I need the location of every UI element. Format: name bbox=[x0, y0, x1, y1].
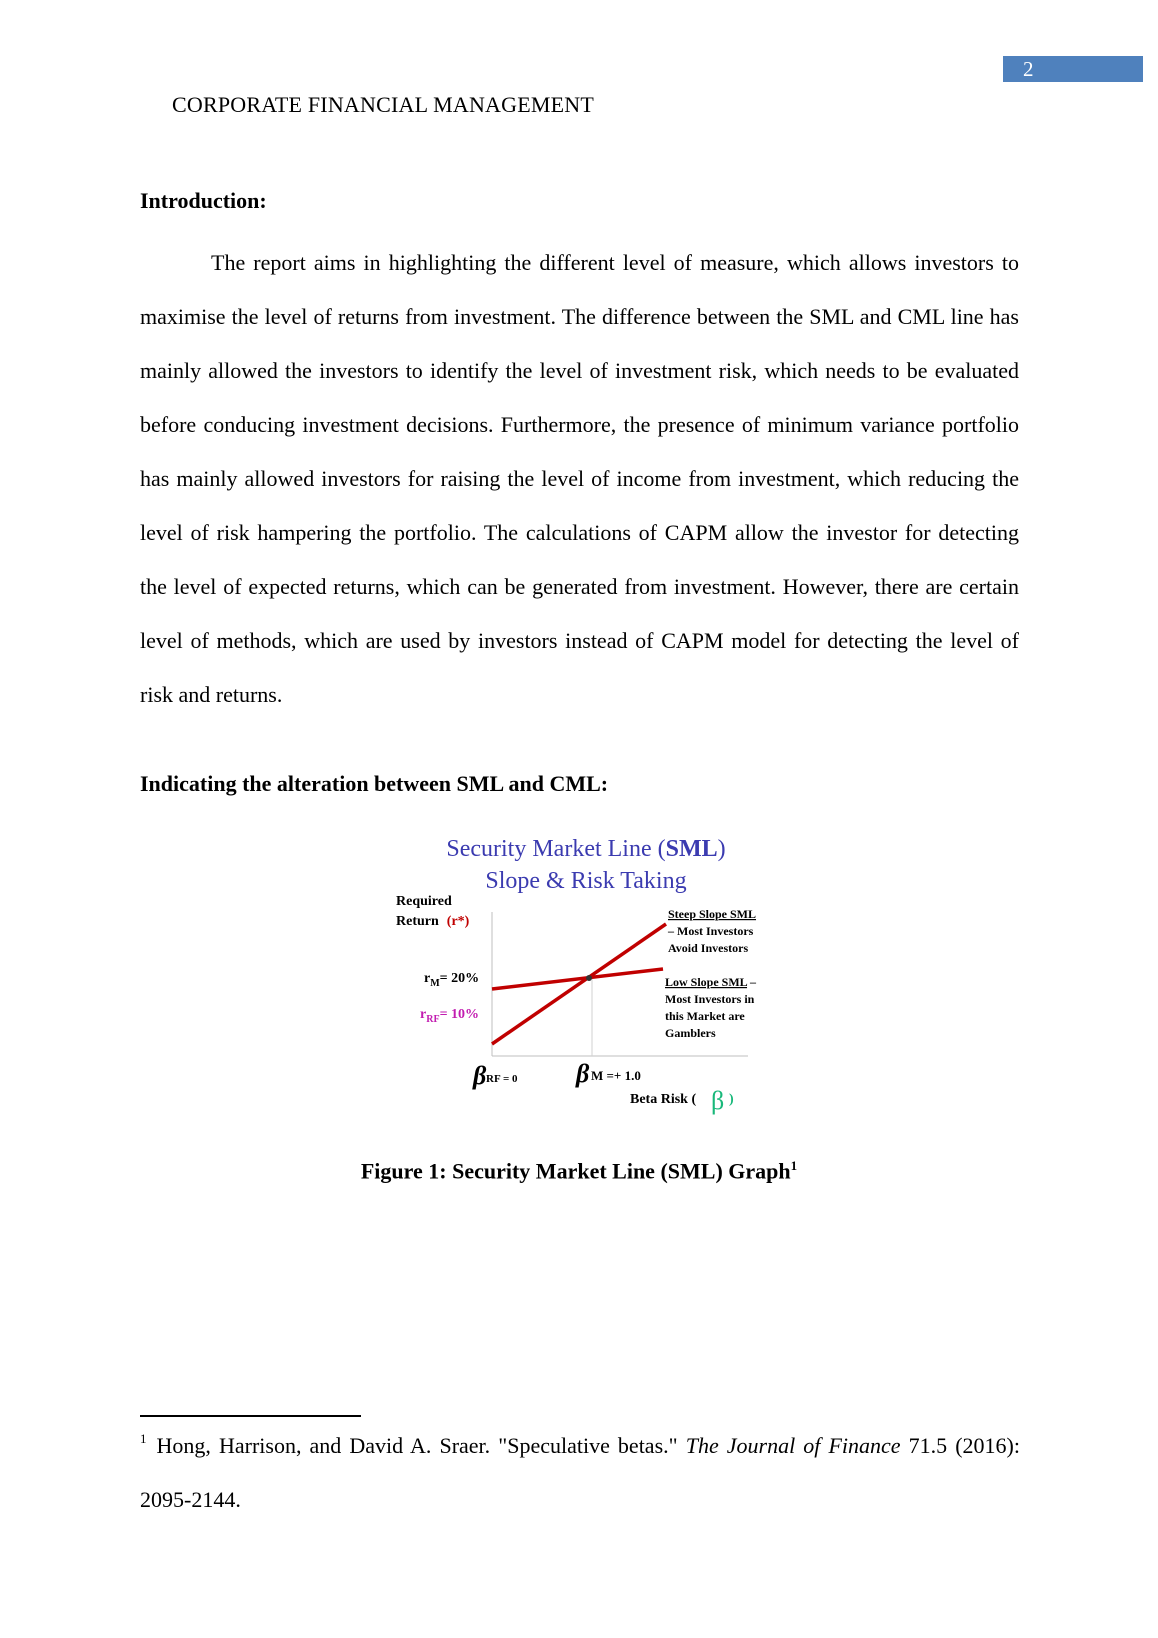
beta-m-sub: M =+ 1.0 bbox=[591, 1068, 641, 1083]
low-label-1a: Low Slope SML bbox=[665, 975, 748, 989]
beta-rf-symbol: β bbox=[473, 1061, 487, 1090]
steep-sml-line bbox=[492, 924, 666, 1044]
rm-value: = 20% bbox=[439, 971, 480, 986]
y-axis-label-2 bbox=[396, 914, 470, 929]
low-label-3: this Market are bbox=[665, 1009, 745, 1023]
footnote-text-after: 71.5 (2016): 2095-2144. bbox=[140, 1433, 1020, 1512]
steep-label-3: Avoid Investors bbox=[668, 941, 749, 955]
low-label-1 bbox=[665, 975, 757, 989]
x-axis-label bbox=[630, 1092, 696, 1107]
intro-paragraph bbox=[140, 236, 1019, 722]
rm-r: r bbox=[424, 971, 431, 986]
rrf-sub: RF bbox=[426, 1014, 440, 1025]
figure-caption-text: Figure 1: Security Market Line (SML) Graph bbox=[360, 1158, 791, 1184]
footnote-journal: The Journal of Finance bbox=[685, 1433, 901, 1458]
x-axis-label-text: Beta Risk ( bbox=[630, 1092, 697, 1107]
footnote-marker: 1 bbox=[140, 1431, 147, 1446]
steep-label-1: Steep Slope SML bbox=[668, 907, 757, 921]
low-label-4: Gamblers bbox=[665, 1026, 716, 1040]
rrf-r: r bbox=[420, 1007, 427, 1022]
y-axis-label-sym: (r*) bbox=[446, 914, 470, 929]
figure-title-line2: Slope & Risk Taking bbox=[485, 868, 687, 894]
intro-heading: Introduction: bbox=[140, 188, 267, 213]
sml-figure bbox=[380, 826, 790, 1126]
intro-paragraph-text: The report aims in highlighting the different level of measure, which allows investors to maximise the level of returns from investment. The difference between the SML and CML line has mainly allowed the investors to identify the level of investment risk, which needs to be evaluated before conducing investment decisions. Furthermore, the presence of minimum variance portfolio has mainly allowed investors for raising the level of income from investment, which reducing the level of risk hampering the portfolio. The calculations of CAPM allow the investor for detecting the level of expected returns, which can be generated from investment. However, there are certain level of methods, which are used by investors instead of CAPM model for detecting the level of risk and returns. bbox=[140, 250, 1019, 707]
rm-sub: M bbox=[430, 978, 440, 989]
low-label-1b: – bbox=[747, 975, 757, 989]
rrf-value: = 10% bbox=[439, 1007, 480, 1022]
figure-title-c: ) bbox=[717, 836, 726, 862]
figure-caption bbox=[0, 1158, 1158, 1184]
footnote-ref: 1 bbox=[790, 1158, 798, 1173]
steep-label-2: – Most Investors bbox=[668, 924, 754, 938]
section-heading: Indicating the alteration between SML and CML: bbox=[140, 771, 609, 796]
market-point bbox=[586, 975, 592, 981]
running-head: CORPORATE FINANCIAL MANAGEMENT bbox=[172, 92, 594, 117]
rm-tick-label bbox=[424, 971, 479, 989]
footnote-text-before: Hong, Harrison, and David A. Sraer. "Speculative betas." bbox=[156, 1433, 686, 1458]
beta-m-symbol: β bbox=[576, 1059, 590, 1088]
low-label-2: Most Investors in bbox=[665, 992, 755, 1006]
x-axis-label-close: ) bbox=[729, 1092, 734, 1107]
page-number: 2 bbox=[1003, 56, 1143, 82]
y-axis-label-1: Required bbox=[396, 894, 452, 909]
beta-rf-sub: RF = 0 bbox=[486, 1073, 518, 1085]
figure-title-b: SML bbox=[665, 836, 718, 862]
rrf-tick-label bbox=[420, 1007, 479, 1025]
figure-title-line1 bbox=[446, 836, 725, 862]
figure-title-a: Security Market Line ( bbox=[446, 836, 666, 862]
footnote bbox=[140, 1412, 1020, 1527]
x-axis-beta-symbol: β bbox=[711, 1086, 725, 1115]
y-axis-label-2a: Return bbox=[396, 914, 439, 929]
